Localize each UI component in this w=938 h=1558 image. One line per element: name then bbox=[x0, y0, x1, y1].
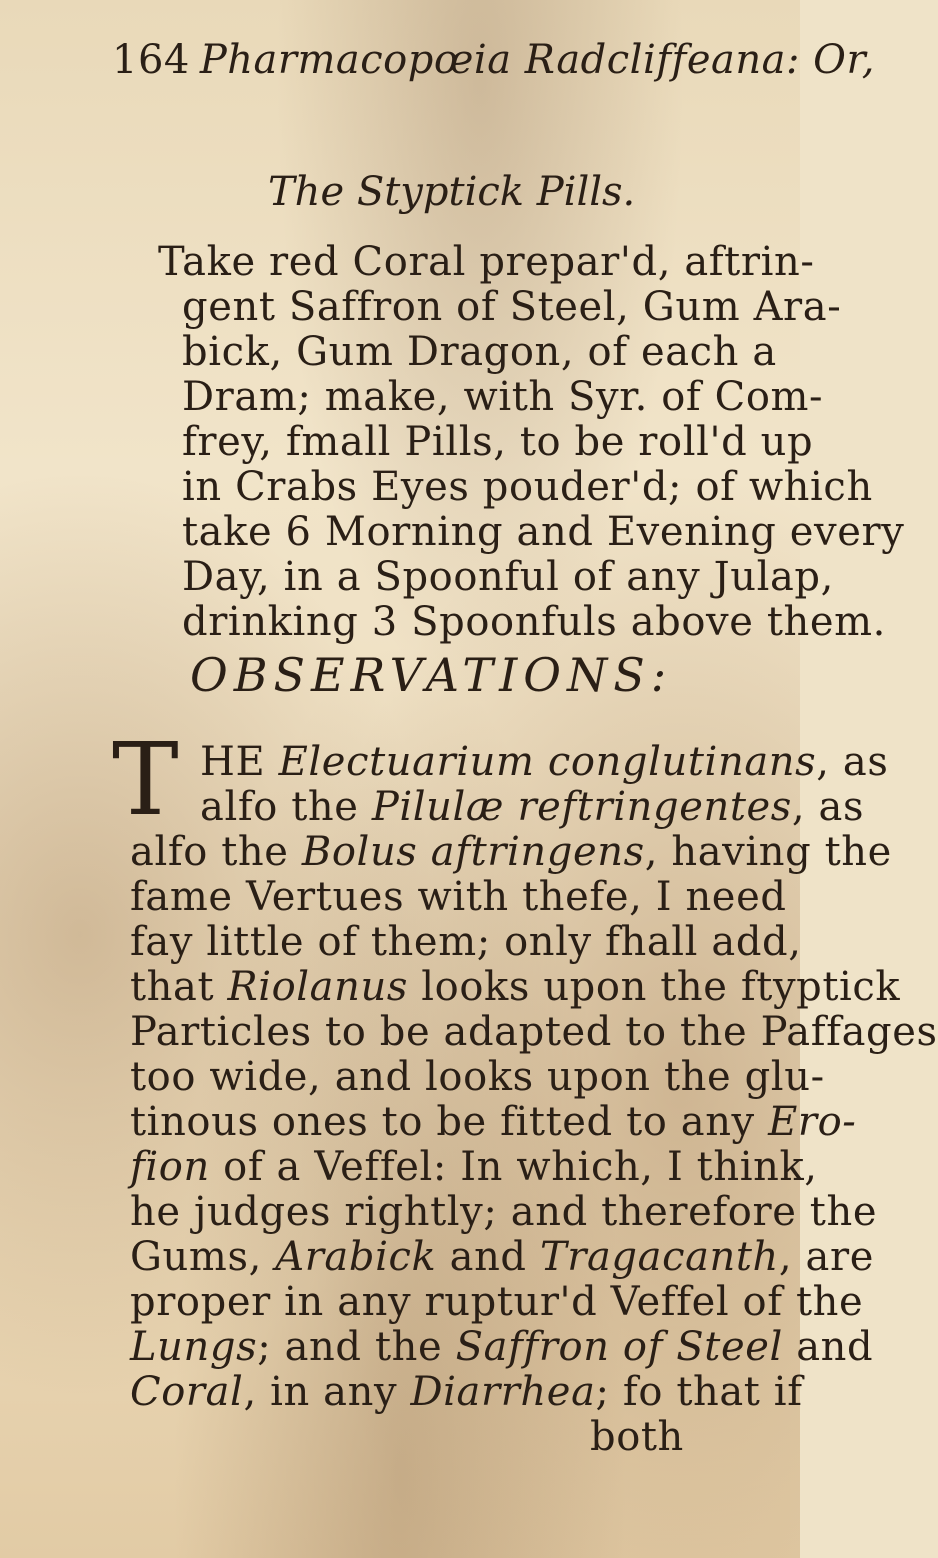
running-head bbox=[112, 37, 875, 83]
page-number: 164 bbox=[112, 37, 190, 83]
observation-line: Gums, Arabick and Tragacanth, are bbox=[130, 1234, 874, 1280]
recipe-line: frey, fmall Pills, to be roll'd up bbox=[182, 419, 814, 465]
observation-line: alfo the Bolus aftringens, having the bbox=[130, 829, 892, 875]
recipe-line: bick, Gum Dragon, of each a bbox=[182, 329, 777, 375]
recipe-line: Take red Coral prepar'd, aftrin- bbox=[158, 239, 815, 285]
observation-line: alfo the Pilulæ reftringentes, as bbox=[200, 784, 865, 830]
recipe-line: take 6 Morning and Evening every bbox=[182, 509, 905, 555]
recipe-line: gent Saffron of Steel, Gum Ara- bbox=[182, 284, 842, 330]
drop-cap: T bbox=[112, 721, 179, 838]
observation-line: fame Vertues with thefe, I need bbox=[130, 874, 787, 920]
observation-line: that Riolanus looks upon the ftyptick bbox=[130, 964, 901, 1010]
recipe-title: The Styptick Pills. bbox=[268, 169, 636, 215]
observation-line: Coral, in any Diarrhea; fo that if bbox=[130, 1369, 803, 1415]
observation-line: Lungs; and the Saffron of Steel and bbox=[130, 1324, 874, 1370]
recipe-line: drinking 3 Spoonfuls above them. bbox=[182, 599, 886, 645]
observation-line: he judges rightly; and therefore the bbox=[130, 1189, 878, 1235]
observation-line: proper in any ruptur'd Veffel of the bbox=[130, 1279, 864, 1325]
recipe-line: in Crabs Eyes pouder'd; of which bbox=[182, 464, 873, 510]
observation-line: Particles to be adapted to the Paffages bbox=[130, 1009, 938, 1055]
observation-line: tinous ones to be fitted to any Ero- bbox=[130, 1099, 857, 1145]
recipe-line: Day, in a Spoonful of any Julap, bbox=[182, 554, 834, 600]
recipe-line: Dram; make, with Syr. of Com- bbox=[182, 374, 824, 420]
catchword: both bbox=[590, 1414, 684, 1460]
observation-line: fion of a Veffel: In which, I think, bbox=[130, 1144, 818, 1190]
observations-heading: OBSERVATIONS: bbox=[190, 648, 673, 702]
running-head-title: Pharmacopœia Radcliffeana: Or, bbox=[199, 37, 875, 83]
observation-line: too wide, and looks upon the glu- bbox=[130, 1054, 825, 1100]
observation-line: HE Electuarium conglutinans, as bbox=[200, 739, 889, 785]
observation-line: fay little of them; only fhall add, bbox=[130, 919, 802, 965]
